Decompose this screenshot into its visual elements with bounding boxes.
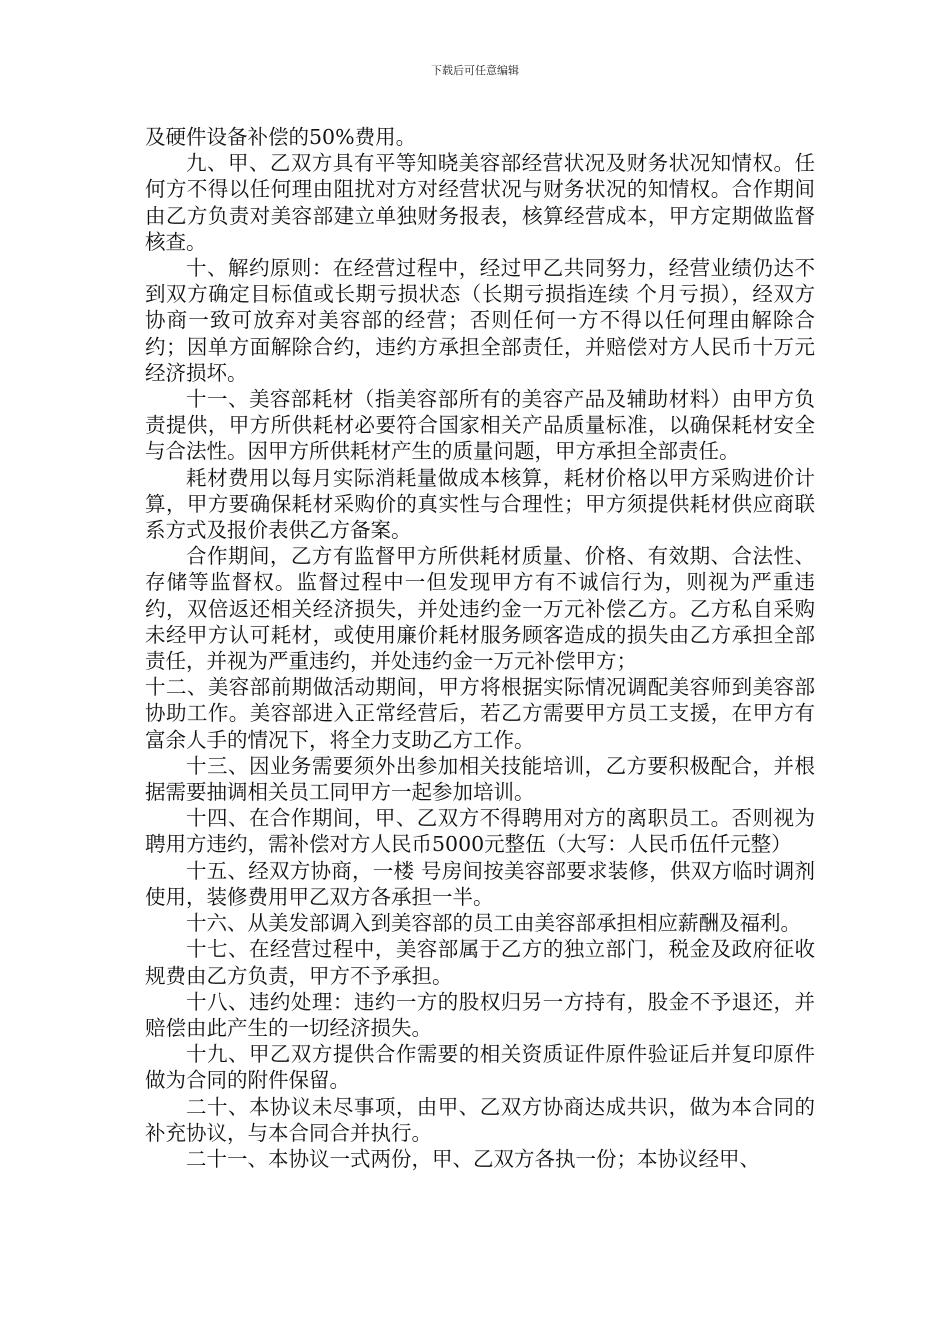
paragraph-clause-13: 十三、因业务需要须外出参加相关技能培训，乙方要积极配合，并根据需要抽调相关员工同甲方一起参加培训。 (145, 753, 815, 805)
paragraph-clause-17: 十七、在经营过程中，美容部属于乙方的独立部门，税金及政府征收规费由乙方负责，甲方不予承担。 (145, 937, 815, 988)
paragraph-supervision: 合作期间，乙方有监督甲方所供耗材质量、价格、有效期、合法性、存储等监督权。监督过程中一但发现甲方有不诚信行为，则视为严重违约，双倍返还相关经济损失，并处违约金一万元补偿乙方。乙方私自采购未经甲方认可耗材，或使用廉价耗材服务顾客造成的损失由乙方承担全部责任，并视为严重违约，并处违约金一万元补偿甲方； (145, 544, 815, 674)
paragraph-clause-10: 十、解约原则：在经营过程中，经过甲乙共同努力，经营业绩仍达不到双方确定目标值或长期亏损状态（长期亏损指连续 个月亏损），经双方协商一致可放弃对美容部的经营；否则任何一方不得以任何理由解除合约；因单方面解除合约，违约方承担全部责任，并赔偿对方人民币十万元经济损坏。 (145, 256, 815, 385)
paragraph-clause-11: 十一、美容部耗材（指美容部所有的美容产品及辅助材料）由甲方负责提供，甲方所供耗材必要符合国家相关产品质量标准，以确保耗材安全与合法性。因甲方所供耗材产生的质量问题，甲方承担全部责任。 (145, 387, 815, 464)
paragraph-clause-16: 十六、从美发部调入到美容部的员工由美容部承担相应薪酬及福利。 (186, 911, 801, 936)
paragraph-clause-20: 二十、本协议未尽事项，由甲、乙双方协商达成共识，做为本合同的补充协议，与本合同合并执行。 (145, 1094, 815, 1145)
document-body (145, 124, 815, 1172)
paragraph-clause-9: 九、甲、乙双方具有平等知晓美容部经营状况及财务状况知情权。任何方不得以任何理由阻扰对方对经营状况与财务状况的知情权。合作期间由乙方负责对美容部建立单独财务报表，核算经营成本，甲方定期做监督核查。 (145, 151, 815, 254)
paragraph-1: 及硬件设备补偿的50%费用。 (145, 125, 417, 149)
paragraph-clause-14: 十四、在合作期间，甲、乙双方不得聘用对方的离职员工。否则视为聘用方违约，需补偿对方人民币5000元整伍（大写：人民币伍仟元整） (145, 806, 815, 857)
paragraph-clause-18: 十八、违约处理：违约一方的股权归另一方持有，股金不予退还，并赔偿由此产生的一切经济损失。 (145, 989, 815, 1040)
paragraph-clause-21: 二十一、本协议一式两份，甲、乙双方各执一份；本协议经甲、 (186, 1146, 760, 1171)
paragraph-clause-12: 十二、美容部前期做活动期间，甲方将根据实际情况调配美容师到美容部协助工作。美容部进入正常经营后，若乙方需要甲方员工支援，在甲方有富余人手的情况下，将全力支助乙方工作。 (145, 675, 815, 752)
paragraph-clause-15: 十五、经双方协商，一楼 号房间按美容部要求装修，供双方临时调剂使用，装修费用甲乙双方各承担一半。 (145, 858, 815, 909)
paragraph-clause-19: 十九、甲乙双方提供合作需要的相关资质证件原件验证后并复印原件做为合同的附件保留。 (145, 1042, 815, 1093)
page-header-note: 下载后可任意编辑 (431, 64, 519, 77)
paragraph-material-cost: 耗材费用以每月实际消耗量做成本核算，耗材价格以甲方采购进价计算，甲方要确保耗材采购价的真实性与合理性；甲方须提供耗材供应商联系方式及报价表供乙方备案。 (145, 465, 815, 543)
